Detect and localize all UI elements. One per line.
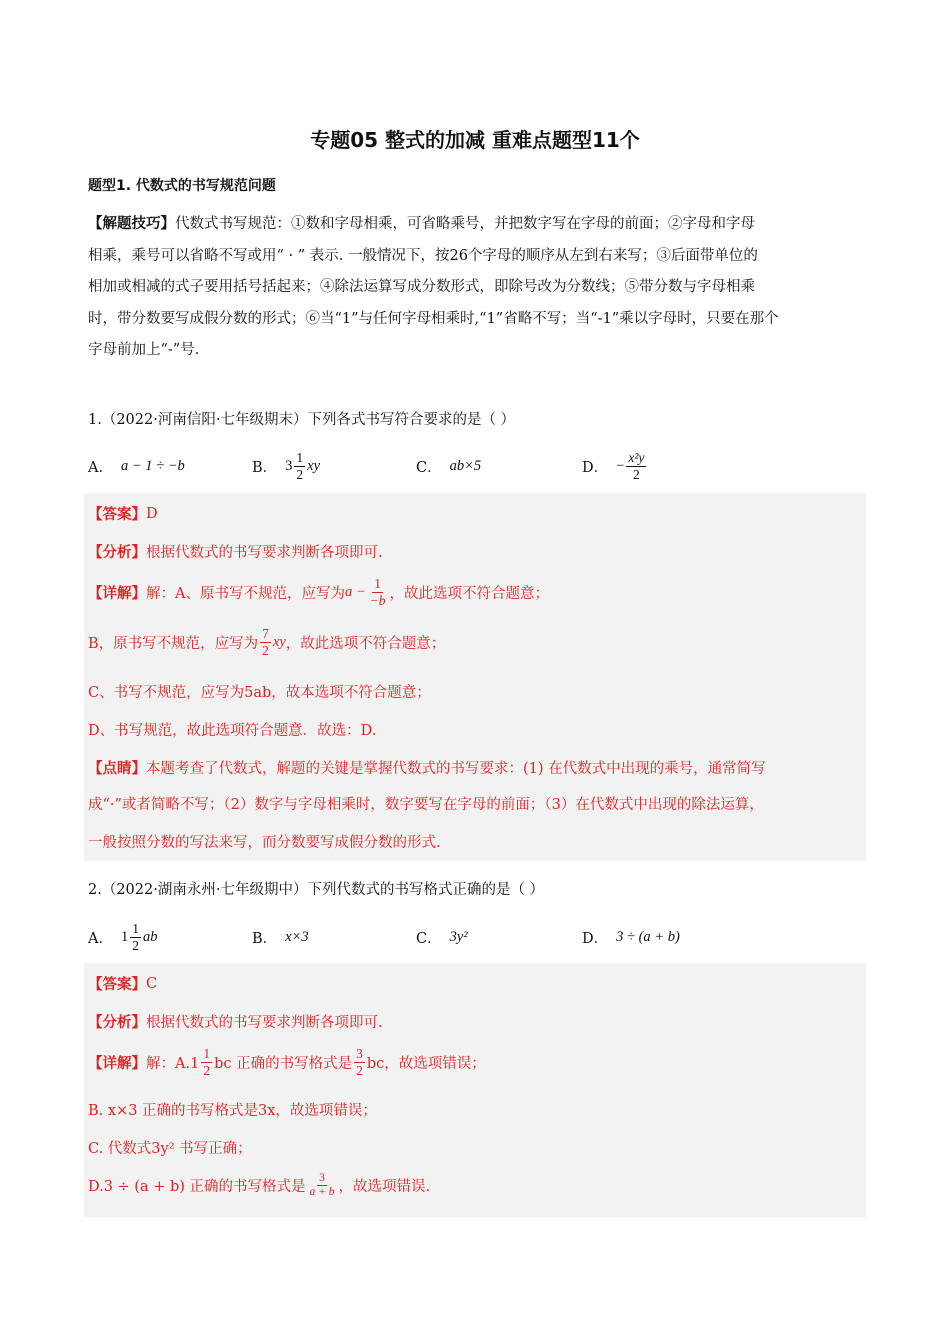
comment-line: 【点睛】 本题考查了代数式，解题的关键是掌握代数式的书写要求：(1) 在代数式中出现的乘号，通常简写 [88, 760, 766, 777]
detail-line-c: C. 代数式3y² 书写正确； [88, 1141, 252, 1157]
answer-line: 【答案】 C [88, 975, 158, 993]
option-d[interactable]: D． − $\frac{\text{x²y}}{2}$ [582, 449, 645, 482]
section-heading: 题型1. 代数式的书写规范问题 [88, 178, 276, 194]
option-c[interactable]: C． ab×5 [416, 457, 482, 476]
option-a[interactable]: A． a − 1 ÷ −b [88, 457, 185, 476]
option-d[interactable]: D． 3 ÷ (a + b) [582, 928, 680, 947]
comment-line: 一般按照分数的写法来写，而分数要写成假分数的形式. [88, 835, 441, 851]
answer-line: 【答案】 D [88, 505, 158, 523]
technique-line: 【解题技巧】代数式书写规范：①数和字母相乘，可省略乘号，并把数字写在字母的前面；②字母和字母 [88, 215, 755, 232]
analysis-line: 【分析】 根据代数式的书写要求判断各项即可. [88, 544, 383, 561]
option-c[interactable]: C． 3y² [416, 928, 468, 947]
question-2-stem: 2.（2022·湖南永州·七年级期中）下列代数式的书写格式正确的是（ ） [88, 882, 545, 898]
detail-line-c: C、书写不规范，应写为5ab，故本选项不符合题意； [88, 685, 431, 701]
detail-line-b: B，原书写不规范，应写为 $\frac{7}{2}$ xy ，故此选项不符合题意； [88, 626, 446, 658]
technique-line: 时，带分数要写成假分数的形式；⑥当“1”与任何字母相乘时,“1”省略不写；当“-1”乘以字母时，只要在那个 [88, 310, 779, 327]
detail-line-d: D.3 ÷ (a + b) 正确的书写格式是 $\frac{3}{a + b}$ ，故选项错误. [88, 1172, 431, 1198]
technique-line: 相乘，乘号可以省略不写或用“ · ” 表示. 一般情况下，按26个字母的顺序从左到右来写；③后面带单位的 [88, 247, 758, 264]
comment-line: 成“·”或者简略不写；（2）数字与字母相乘时，数字要写在字母的前面；（3）在代数式中出现的除法运算， [88, 797, 764, 813]
technique-line: 字母前加上“-”号. [88, 342, 200, 358]
detail-line-a: 【详解】 解：A、原书写不规范，应写为 a − $\frac{1}{-b}$ ，故此选项不符合题意； [88, 576, 550, 608]
option-b[interactable]: B． x×3 [252, 928, 309, 947]
detail-line-a: 【详解】 解：A.1 $\frac{1}{2}$ bc 正确的书写格式是 $\frac{3}{2}$ bc，故选项错误； [88, 1046, 486, 1078]
option-b[interactable]: B． 3 $\frac{1}{2}$ xy [252, 449, 321, 482]
question-1-stem: 1.（2022·河南信阳·七年级期末）下列各式书写符合要求的是（ ） [88, 412, 516, 428]
technique-line: 相加或相减的式子要用括号括起来；④除法运算写成分数形式，即除号改为分数线；⑤带分数与字母相乘 [88, 279, 755, 295]
technique-label: 【解题技巧】 [88, 215, 175, 232]
technique-block [88, 208, 868, 367]
question-2-options [88, 917, 868, 957]
page-title: 专题05 整式的加减 重难点题型11个 [310, 128, 640, 152]
detail-line-d: D、书写规范，故此选项符合题意．故选：D. [88, 723, 377, 739]
analysis-line: 【分析】 根据代数式的书写要求判断各项即可. [88, 1014, 383, 1031]
question-1-options [88, 446, 868, 486]
detail-line-b: B. x×3 正确的书写格式是3x，故选项错误； [88, 1103, 377, 1119]
option-a[interactable]: A． 1 $\frac{1}{2}$ ab [88, 920, 158, 953]
